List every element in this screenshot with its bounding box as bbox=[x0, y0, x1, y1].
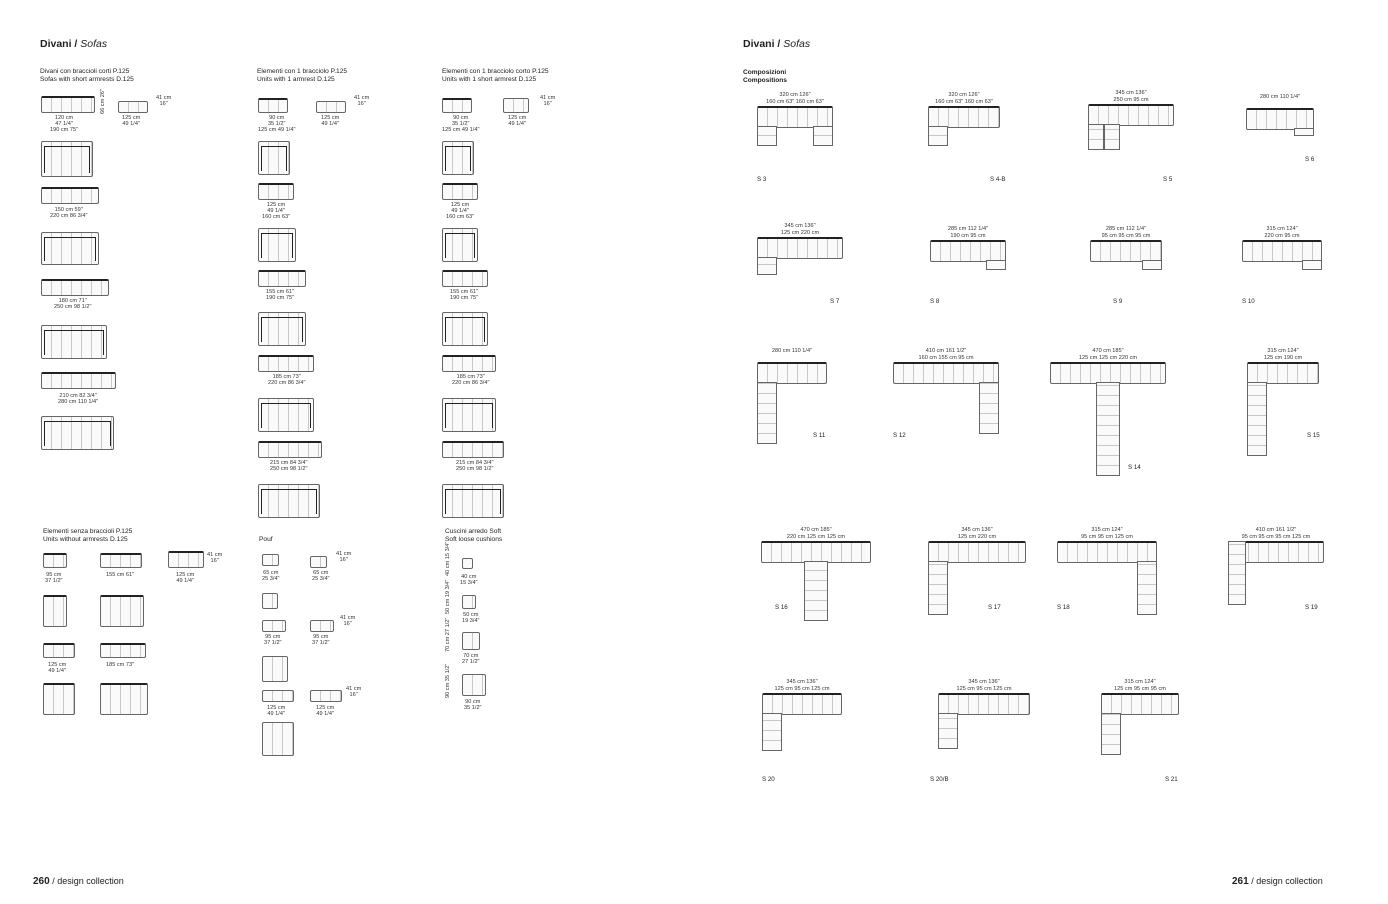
folio-text: / design collection bbox=[1248, 876, 1323, 886]
section-short-armrests bbox=[40, 68, 134, 84]
sofa-plan bbox=[43, 595, 67, 627]
sofa-outline bbox=[442, 441, 504, 458]
section-title-en: Units with 1 short armrest D.125 bbox=[442, 76, 537, 83]
title-en: Sofas bbox=[783, 38, 811, 50]
composition-width-dim: 280 cm 110 1/4" bbox=[1259, 94, 1301, 100]
composition-label: S 17 bbox=[988, 604, 1001, 611]
sofa-plan bbox=[41, 416, 114, 450]
composition-label: S 6 bbox=[1305, 156, 1315, 163]
pouf-outline bbox=[262, 690, 294, 702]
section-title-it: Pouf bbox=[259, 536, 273, 543]
composition-width-dim: 410 cm 161 1/2" bbox=[1255, 527, 1297, 533]
sofa-plan bbox=[100, 595, 144, 627]
composition-segment bbox=[1101, 693, 1179, 715]
composition-chaise bbox=[1088, 124, 1104, 150]
dim-label: 95 cm 37 1/2" bbox=[45, 572, 63, 585]
dim-label: 41 cm 16" bbox=[207, 552, 223, 565]
section-title-en: Units without armrests D.125 bbox=[43, 536, 128, 543]
dim-label: 90 cm 35 1/2" 125 cm 49 1/4" bbox=[258, 115, 296, 134]
composition-chaise bbox=[1294, 128, 1314, 136]
composition-segment bbox=[761, 541, 871, 563]
section-no-armrests bbox=[43, 528, 132, 544]
composition-width-dim: 285 cm 112 1/4" bbox=[1105, 226, 1147, 232]
sofa-plan bbox=[442, 312, 488, 346]
section-one-armrest bbox=[257, 68, 347, 84]
composition-width-dim: 345 cm 136" bbox=[784, 223, 816, 229]
sofa-outline bbox=[442, 98, 472, 113]
dim-label: 65 cm 25 3/4" bbox=[262, 570, 280, 583]
composition-label: S 18 bbox=[1057, 604, 1070, 611]
composition-sub-dim: 125 cm 220 cm bbox=[957, 534, 997, 540]
section-title-it: Elementi senza braccioli P.125 bbox=[43, 528, 133, 535]
composition-sub-dim: 125 cm 95 cm 125 cm bbox=[956, 686, 1012, 692]
dim-label: 90 cm 35 1/2" bbox=[464, 699, 482, 712]
composition-segment bbox=[1050, 362, 1166, 384]
dim-vertical: 40 cm 15 3/4" bbox=[445, 541, 451, 576]
composition-sub-dim: 95 cm 95 cm 95 cm bbox=[1101, 233, 1151, 239]
composition-chaise bbox=[1302, 260, 1322, 270]
title-sep: / bbox=[774, 38, 784, 50]
composition-label: S 10 bbox=[1242, 298, 1255, 305]
dim-label: 120 cm 47 1/4" 190 cm 75" bbox=[50, 115, 79, 134]
section-title-en: Sofas with short armrests D.125 bbox=[40, 76, 134, 83]
dim-label: 125 cm 49 1/4" bbox=[316, 705, 335, 718]
composition-width-dim: 345 cm 136" bbox=[786, 679, 818, 685]
sofa-plan bbox=[258, 312, 306, 346]
dim-label: 90 cm 35 1/2" 125 cm 49 1/4" bbox=[442, 115, 480, 134]
dim-label: 185 cm 73" 220 cm 86 3/4" bbox=[452, 374, 490, 387]
pouf-outline bbox=[262, 554, 279, 566]
section-title-it: Elementi con 1 bracciolo corto P.125 bbox=[442, 68, 549, 75]
composition-segment bbox=[1247, 362, 1319, 384]
composition-sub-dim: 160 cm 63" 160 cm 63" bbox=[935, 99, 993, 105]
composition-segment bbox=[928, 541, 1026, 563]
dim-label: 125 cm 49 1/4" 160 cm 63" bbox=[446, 202, 475, 221]
composition-segment bbox=[1057, 541, 1157, 563]
composition-sub-dim: 125 cm 220 cm bbox=[780, 230, 820, 236]
dim-label: 70 cm 27 1/2" bbox=[462, 653, 480, 666]
dim-label: 185 cm 73" bbox=[106, 662, 135, 668]
composition-segment bbox=[930, 240, 1006, 262]
composition-chaise bbox=[762, 713, 782, 751]
composition-label: S 19 bbox=[1305, 604, 1318, 611]
composition-chaise bbox=[1104, 124, 1120, 150]
composition-label: S 20/B bbox=[930, 776, 949, 783]
dim-vertical: 66 cm 26" bbox=[100, 88, 106, 114]
composition-label: S 20 bbox=[762, 776, 775, 783]
composition-width-dim: 315 cm 124" bbox=[1267, 348, 1299, 354]
dim-label: 95 cm 37 1/2" bbox=[312, 634, 330, 647]
composition-width-dim: 410 cm 161 1/2" bbox=[925, 348, 967, 354]
composition-segment bbox=[928, 106, 1000, 128]
composition-width-dim: 315 cm 124" bbox=[1091, 527, 1123, 533]
dim-vertical: 70 cm 27 1/2" bbox=[445, 617, 451, 652]
dim-label: 125 cm 49 1/4" bbox=[176, 572, 195, 585]
composition-segment bbox=[1246, 108, 1314, 130]
sofa-outline bbox=[503, 98, 529, 113]
title-it: Divani bbox=[743, 38, 775, 50]
sofa-outline bbox=[258, 441, 322, 458]
page-number: 261 bbox=[1232, 876, 1249, 887]
sofa-plan bbox=[258, 228, 296, 262]
pouf-outline bbox=[310, 620, 334, 632]
sofa-plan bbox=[41, 325, 107, 359]
dim-label: 215 cm 84 3/4" 250 cm 98 1/2" bbox=[456, 460, 494, 473]
compositions-it: Composizioni bbox=[743, 69, 787, 76]
composition-label: S 11 bbox=[813, 432, 826, 439]
composition-segment bbox=[762, 693, 842, 715]
composition-segment bbox=[1088, 104, 1174, 126]
left-folio bbox=[33, 876, 124, 887]
dim-label: 155 cm 61" 190 cm 75" bbox=[450, 289, 479, 302]
composition-label: S 7 bbox=[830, 298, 840, 305]
composition-width-dim: 345 cm 136" bbox=[1115, 90, 1147, 96]
sofa-outline bbox=[316, 101, 346, 113]
cushion bbox=[462, 558, 473, 569]
composition-segment bbox=[938, 693, 1030, 715]
composition-sub-dim: 125 cm 190 cm bbox=[1263, 355, 1303, 361]
composition-label: S 21 bbox=[1165, 776, 1178, 783]
sofa-plan bbox=[258, 398, 314, 432]
composition-segment bbox=[1242, 240, 1322, 262]
composition-segment bbox=[757, 362, 827, 384]
composition-segment bbox=[757, 237, 843, 259]
sofa-outline bbox=[100, 643, 146, 658]
composition-chaise bbox=[813, 126, 833, 146]
pouf-outline bbox=[310, 556, 327, 568]
dim-label: 65 cm 25 3/4" bbox=[312, 570, 330, 583]
sofa-plan bbox=[442, 484, 504, 518]
dim-label: 41 cm 16" bbox=[540, 95, 556, 108]
sofa-outline bbox=[41, 96, 95, 113]
dim-vertical: 50 cm 19 3/4" bbox=[445, 579, 451, 614]
composition-chaise bbox=[928, 561, 948, 615]
right-folio bbox=[1232, 876, 1323, 887]
composition-width-dim: 315 cm 124" bbox=[1124, 679, 1156, 685]
pouf-plan bbox=[262, 722, 294, 756]
composition-segment bbox=[757, 106, 833, 128]
composition-sub-dim: 190 cm 95 cm bbox=[950, 233, 986, 239]
sofa-outline bbox=[100, 553, 142, 568]
dim-label: 50 cm 19 3/4" bbox=[462, 612, 480, 625]
sofa-plan bbox=[41, 232, 99, 265]
sofa-plan bbox=[100, 683, 148, 715]
composition-chaise bbox=[1228, 541, 1246, 605]
dim-label: 150 cm 59" 220 cm 86 3/4" bbox=[50, 207, 88, 220]
section-one-short-armrest bbox=[442, 68, 549, 84]
composition-chaise bbox=[757, 382, 777, 444]
composition-sub-dim: 95 cm 95 cm 95 cm 125 cm bbox=[1241, 534, 1311, 540]
composition-chaise bbox=[938, 713, 958, 749]
composition-chaise bbox=[757, 126, 777, 146]
sofa-plan bbox=[442, 228, 478, 262]
dim-label: 125 cm 49 1/4" 160 cm 63" bbox=[262, 202, 291, 221]
dim-label: 41 cm 16" bbox=[156, 95, 172, 108]
sofa-outline bbox=[258, 355, 314, 372]
composition-sub-dim: 160 cm 63" 160 cm 63" bbox=[766, 99, 824, 105]
folio-text: / design collection bbox=[49, 876, 124, 886]
pouf-outline bbox=[310, 690, 342, 702]
dim-label: 185 cm 73" 220 cm 86 3/4" bbox=[268, 374, 306, 387]
section-cushions bbox=[445, 528, 502, 544]
section-title-en: Units with 1 armrest D.125 bbox=[257, 76, 335, 83]
sofa-plan bbox=[442, 141, 474, 175]
composition-label: S 15 bbox=[1307, 432, 1320, 439]
composition-chaise bbox=[1247, 382, 1267, 456]
dim-label: 180 cm 71" 250 cm 98 1/2" bbox=[54, 298, 92, 311]
page-number: 260 bbox=[33, 876, 50, 887]
composition-sub-dim: 125 cm 95 cm 95 cm bbox=[1114, 686, 1166, 692]
compositions-heading bbox=[743, 69, 787, 85]
composition-sub-dim: 220 cm 95 cm bbox=[1264, 233, 1300, 239]
dim-label: 95 cm 37 1/2" bbox=[264, 634, 282, 647]
dim-label: 40 cm 15 3/4" bbox=[460, 574, 478, 587]
composition-segment bbox=[1090, 240, 1162, 262]
section-title-it: Cuscini arredo Soft bbox=[445, 528, 502, 535]
pouf-plan bbox=[262, 593, 278, 609]
composition-width-dim: 320 cm 126" bbox=[948, 92, 980, 98]
cushion bbox=[462, 674, 486, 696]
composition-chaise bbox=[1142, 260, 1162, 270]
section-title-it: Divani con braccioli corti P.125 bbox=[40, 68, 130, 75]
sofa-plan bbox=[442, 398, 496, 432]
sofa-outline bbox=[442, 355, 496, 372]
composition-label: S 4-B bbox=[990, 176, 1006, 183]
sofa-outline bbox=[41, 187, 99, 204]
composition-label: S 9 bbox=[1113, 298, 1123, 305]
sofa-plan bbox=[43, 683, 75, 715]
dim-label: 41 cm 16" bbox=[340, 615, 356, 628]
dim-label: 125 cm 49 1/4" bbox=[508, 115, 527, 128]
cushion bbox=[462, 632, 480, 650]
section-title-en: Soft loose cushions bbox=[445, 536, 503, 543]
left-page-title bbox=[40, 38, 107, 50]
composition-chaise bbox=[986, 260, 1006, 270]
composition-chaise bbox=[1096, 382, 1120, 476]
composition-chaise bbox=[804, 561, 828, 621]
dim-vertical: 90 cm 35 1/2" bbox=[445, 663, 451, 698]
composition-width-dim: 320 cm 126" bbox=[779, 92, 811, 98]
composition-width-dim: 470 cm 185" bbox=[1092, 348, 1124, 354]
dim-label: 41 cm 16" bbox=[346, 686, 362, 699]
right-page-title bbox=[743, 38, 810, 50]
sofa-plan bbox=[258, 141, 290, 175]
dim-label: 155 cm 61" bbox=[106, 572, 135, 578]
composition-chaise bbox=[1137, 561, 1157, 615]
composition-width-dim: 345 cm 136" bbox=[961, 527, 993, 533]
composition-label: S 16 bbox=[775, 604, 788, 611]
dim-label: 215 cm 84 3/4" 250 cm 98 1/2" bbox=[270, 460, 308, 473]
section-title-it: Elementi con 1 bracciolo P.125 bbox=[257, 68, 348, 75]
pouf-outline bbox=[262, 620, 286, 632]
composition-width-dim: 285 cm 112 1/4" bbox=[947, 226, 989, 232]
dim-label: 210 cm 82 3/4" 280 cm 110 1/4" bbox=[58, 393, 99, 406]
dim-label: 125 cm 49 1/4" bbox=[122, 115, 141, 128]
composition-sub-dim: 125 cm 125 cm 220 cm bbox=[1078, 355, 1138, 361]
composition-width-dim: 470 cm 185" bbox=[800, 527, 832, 533]
sofa-outline bbox=[43, 643, 75, 658]
cushion bbox=[462, 595, 476, 609]
pouf-plan bbox=[262, 656, 288, 682]
dim-label: 125 cm 49 1/4" bbox=[48, 662, 67, 675]
composition-sub-dim: 95 cm 95 cm 125 cm bbox=[1081, 534, 1133, 540]
composition-label: S 3 bbox=[757, 176, 767, 183]
composition-width-dim: 315 cm 124" bbox=[1266, 226, 1298, 232]
sofa-outline bbox=[43, 553, 67, 568]
composition-sub-dim: 220 cm 125 cm 125 cm bbox=[786, 534, 846, 540]
section-pouf bbox=[259, 536, 273, 544]
title-it: Divani bbox=[40, 38, 72, 50]
composition-label: S 12 bbox=[893, 432, 906, 439]
dim-label: 41 cm 16" bbox=[354, 95, 370, 108]
dim-label: 41 cm 16" bbox=[336, 551, 352, 564]
composition-chaise bbox=[1101, 713, 1121, 755]
sofa-outline bbox=[442, 270, 488, 287]
composition-width-dim: 345 cm 136" bbox=[968, 679, 1000, 685]
composition-width-dim: 280 cm 110 1/4" bbox=[771, 348, 813, 354]
sofa-outline bbox=[41, 372, 116, 389]
sofa-outline bbox=[41, 279, 109, 296]
sofa-outline bbox=[118, 101, 148, 113]
composition-chaise bbox=[757, 257, 777, 275]
composition-sub-dim: 250 cm 95 cm bbox=[1113, 97, 1149, 103]
composition-sub-dim: 125 cm 95 cm 125 cm bbox=[774, 686, 830, 692]
title-en: Sofas bbox=[80, 38, 108, 50]
composition-segment bbox=[893, 362, 999, 384]
sofa-plan bbox=[258, 484, 320, 518]
sofa-plan bbox=[41, 141, 93, 177]
dim-label: 125 cm 49 1/4" bbox=[321, 115, 340, 128]
sofa-outline bbox=[258, 270, 306, 287]
composition-label: S 14 bbox=[1128, 464, 1141, 471]
sofa-outline bbox=[168, 551, 204, 568]
sofa-outline bbox=[258, 183, 294, 200]
sofa-outline bbox=[258, 98, 288, 113]
composition-label: S 8 bbox=[930, 298, 940, 305]
composition-chaise bbox=[928, 126, 948, 146]
dim-label: 155 cm 61" 190 cm 75" bbox=[266, 289, 295, 302]
compositions-en: Compositions bbox=[743, 77, 787, 84]
sofa-outline bbox=[442, 183, 478, 200]
composition-sub-dim: 160 cm 155 cm 95 cm bbox=[918, 355, 974, 361]
composition-label: S 5 bbox=[1163, 176, 1173, 183]
composition-chaise bbox=[979, 382, 999, 434]
dim-label: 125 cm 49 1/4" bbox=[267, 705, 286, 718]
title-sep: / bbox=[71, 38, 81, 50]
